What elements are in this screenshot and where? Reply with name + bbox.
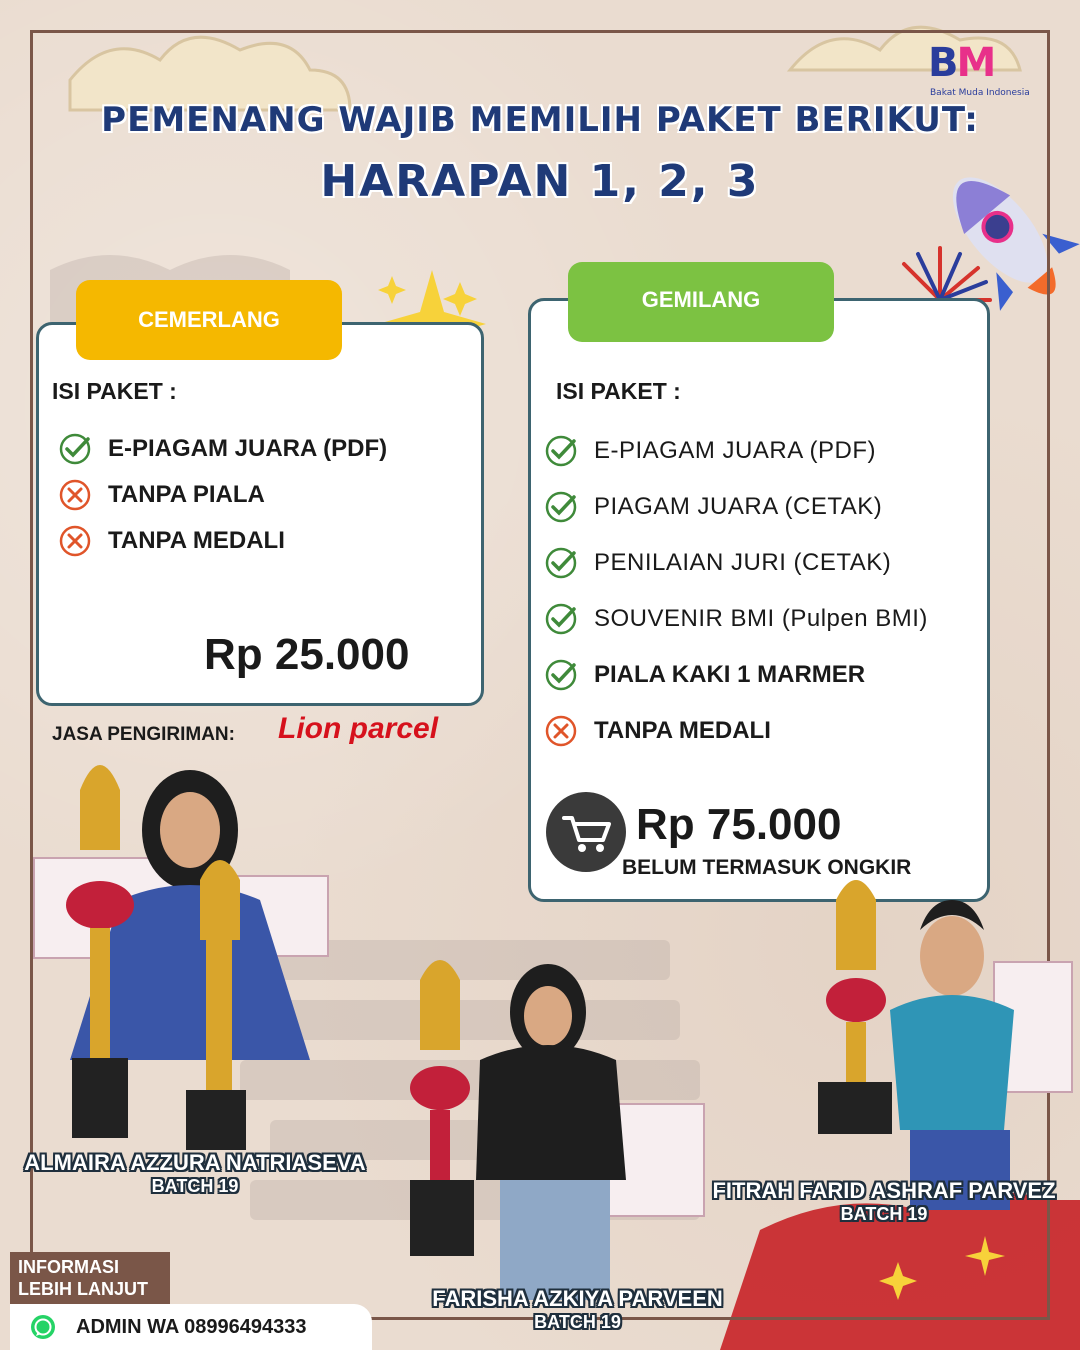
contents-label: ISI PAKET : (556, 378, 681, 404)
page-subheading: HARAPAN 1, 2, 3 (320, 156, 760, 207)
winner-caption (405, 1286, 750, 1333)
admin-contact-text: ADMIN WA 08996494333 (76, 1315, 307, 1338)
winner-name: FITRAH FARID ASHRAF PARVEZ (712, 1178, 1056, 1203)
package-item: E-PIAGAM JUARA (PDF) (58, 432, 387, 466)
lion-parcel-logo: Lion parcel (278, 712, 439, 745)
page-heading: PEMENANG WAJIB MEMILIH PAKET BERIKUT: (101, 100, 979, 140)
package-item: TANPA MEDALI (58, 524, 285, 558)
whatsapp-icon (30, 1314, 56, 1340)
package-item: PIAGAM JUARA (CETAK) (544, 490, 882, 524)
winner-batch: BATCH 19 (534, 1312, 621, 1332)
package-item: SOUVENIR BMI (Pulpen BMI) (544, 602, 928, 636)
info-line: INFORMASI (18, 1257, 119, 1277)
winner-batch: BATCH 19 (151, 1176, 239, 1196)
package-item: PENILAIAN JURI (CETAK) (544, 546, 891, 580)
info-tag (10, 1252, 170, 1306)
winner-photo-almaira (34, 765, 328, 1150)
package-price-cemerlang: Rp 25.000 (204, 630, 410, 679)
winner-caption (688, 1178, 1080, 1225)
shipping-label: JASA PENGIRIMAN: (52, 724, 235, 745)
package-item: PIALA KAKI 1 MARMER (544, 658, 865, 692)
logo-tagline: Bakat Muda Indonesia (930, 88, 1030, 98)
package-item: TANPA MEDALI (544, 714, 771, 748)
winner-batch: BATCH 19 (840, 1204, 928, 1224)
winner-caption (0, 1150, 390, 1197)
package-title-gemilang: GEMILANG (568, 262, 834, 342)
package-item: TANPA PIALA (58, 478, 265, 512)
admin-contact[interactable] (10, 1304, 372, 1350)
winner-name: ALMAIRA AZZURA NATRIASEVA (24, 1150, 366, 1175)
package-title-cemerlang: CEMERLANG (76, 280, 342, 360)
package-item: E-PIAGAM JUARA (PDF) (544, 434, 876, 468)
package-price-gemilang: Rp 75.000 (636, 800, 842, 849)
shipping-note: BELUM TERMASUK ONGKIR (622, 856, 912, 879)
contents-label: ISI PAKET : (52, 378, 177, 404)
winner-name: FARISHA AZKIYA PARVEEN (432, 1286, 723, 1311)
info-line: LEBIH LANJUT (18, 1279, 148, 1299)
winner-photo-farisha (410, 960, 704, 1300)
winner-photo-fitrah (818, 880, 1072, 1210)
bmi-logo: BM Bakat Muda Indonesia (928, 40, 1030, 98)
